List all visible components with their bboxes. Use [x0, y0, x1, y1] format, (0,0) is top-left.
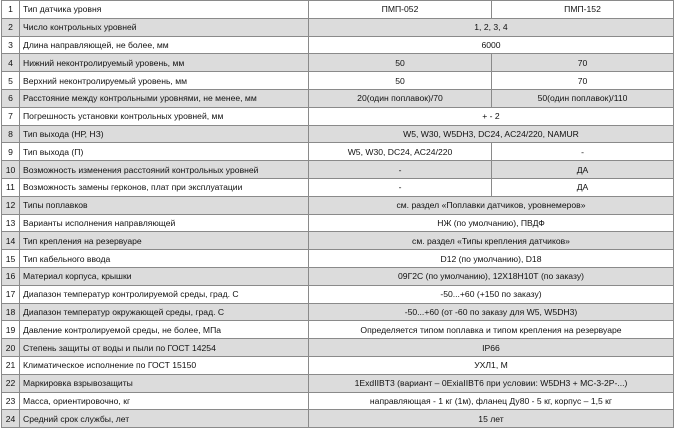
row-number: 1	[2, 1, 20, 19]
table-row	[2, 72, 674, 90]
row-number: 5	[2, 72, 20, 90]
value-pmp-052: 50	[309, 72, 492, 90]
value-pmp-052: 50	[309, 54, 492, 72]
row-number: 3	[2, 36, 20, 54]
parameter-value: 1, 2, 3, 4	[309, 18, 674, 36]
parameter-name: Тип кабельного ввода	[20, 250, 309, 268]
parameter-name: Число контрольных уровней	[20, 18, 309, 36]
table-row	[2, 196, 674, 214]
parameter-value: см. раздел «Поплавки датчиков, уровнемеров»	[309, 196, 674, 214]
value-pmp-052: W5, W30, DC24, AC24/220	[309, 143, 492, 161]
table-row	[2, 125, 674, 143]
row-number: 15	[2, 250, 20, 268]
table-row	[2, 410, 674, 428]
parameter-name: Тип выхода (П)	[20, 143, 309, 161]
value-pmp-152: 50(один поплавок)/110	[492, 89, 674, 107]
parameter-value: 6000	[309, 36, 674, 54]
parameter-name: Типы поплавков	[20, 196, 309, 214]
table-row	[2, 267, 674, 285]
value-pmp-152: ДА	[492, 178, 674, 196]
parameter-name: Тип выхода (НР, НЗ)	[20, 125, 309, 143]
parameter-name: Материал корпуса, крышки	[20, 267, 309, 285]
parameter-value: D12 (по умолчанию), D18	[309, 250, 674, 268]
value-pmp-152: -	[492, 143, 674, 161]
specifications-table-body	[2, 1, 674, 428]
table-row	[2, 321, 674, 339]
value-pmp-052: ПМП-052	[309, 1, 492, 19]
row-number: 20	[2, 339, 20, 357]
row-number: 16	[2, 267, 20, 285]
parameter-name: Степень защиты от воды и пыли по ГОСТ 14254	[20, 339, 309, 357]
parameter-value: IP66	[309, 339, 674, 357]
parameter-name: Средний срок службы, лет	[20, 410, 309, 428]
value-pmp-152: ПМП-152	[492, 1, 674, 19]
table-row	[2, 303, 674, 321]
parameter-value: 15 лет	[309, 410, 674, 428]
parameter-name: Давление контролируемой среды, не более, МПа	[20, 321, 309, 339]
table-row	[2, 356, 674, 374]
specifications-table	[1, 0, 674, 428]
parameter-value: НЖ (по умолчанию), ПВДФ	[309, 214, 674, 232]
row-number: 12	[2, 196, 20, 214]
parameter-name: Тип крепления на резервуаре	[20, 232, 309, 250]
parameter-value: см. раздел «Типы крепления датчиков»	[309, 232, 674, 250]
value-pmp-052: -	[309, 178, 492, 196]
row-number: 9	[2, 143, 20, 161]
parameter-value: 09Г2С (по умолчанию), 12Х18Н10Т (по заказу)	[309, 267, 674, 285]
row-number: 23	[2, 392, 20, 410]
table-row	[2, 178, 674, 196]
parameter-name: Верхний неконтролируемый уровень, мм	[20, 72, 309, 90]
table-row	[2, 339, 674, 357]
table-row	[2, 1, 674, 19]
table-row	[2, 36, 674, 54]
parameter-name: Возможность изменения расстояний контрольных уровней	[20, 161, 309, 179]
table-row	[2, 54, 674, 72]
parameter-value: УХЛ1, М	[309, 356, 674, 374]
row-number: 17	[2, 285, 20, 303]
value-pmp-152: 70	[492, 54, 674, 72]
row-number: 11	[2, 178, 20, 196]
table-row	[2, 285, 674, 303]
row-number: 21	[2, 356, 20, 374]
parameter-value: + - 2	[309, 107, 674, 125]
row-number: 2	[2, 18, 20, 36]
value-pmp-152: 70	[492, 72, 674, 90]
table-row	[2, 107, 674, 125]
table-row	[2, 374, 674, 392]
row-number: 10	[2, 161, 20, 179]
value-pmp-052: -	[309, 161, 492, 179]
row-number: 13	[2, 214, 20, 232]
value-pmp-152: ДА	[492, 161, 674, 179]
parameter-name: Варианты исполнения направляющей	[20, 214, 309, 232]
table-row	[2, 89, 674, 107]
parameter-value: 1ExdIIBT3 (вариант – 0ExiaIIBT6 при условии: W5DH3 + МС-3-2Р-...)	[309, 374, 674, 392]
parameter-name: Возможность замены герконов, плат при эксплуатации	[20, 178, 309, 196]
parameter-name: Масса, ориентировочно, кг	[20, 392, 309, 410]
parameter-name: Длина направляющей, не более, мм	[20, 36, 309, 54]
table-row	[2, 392, 674, 410]
parameter-name: Расстояние между контрольными уровнями, не менее, мм	[20, 89, 309, 107]
parameter-name: Диапазон температур контролируемой среды, град. С	[20, 285, 309, 303]
parameter-name: Нижний неконтролируемый уровень, мм	[20, 54, 309, 72]
parameter-value: W5, W30, W5DH3, DC24, AC24/220, NAMUR	[309, 125, 674, 143]
parameter-value: -50...+60 (+150 по заказу)	[309, 285, 674, 303]
parameter-name: Тип датчика уровня	[20, 1, 309, 19]
row-number: 14	[2, 232, 20, 250]
table-row	[2, 214, 674, 232]
row-number: 8	[2, 125, 20, 143]
row-number: 22	[2, 374, 20, 392]
table-row	[2, 18, 674, 36]
parameter-name: Погрешность установки контрольных уровней, мм	[20, 107, 309, 125]
row-number: 24	[2, 410, 20, 428]
parameter-value: направляющая - 1 кг (1м), фланец Ду80 - 5 кг, корпус – 1,5 кг	[309, 392, 674, 410]
table-row	[2, 250, 674, 268]
table-row	[2, 143, 674, 161]
row-number: 18	[2, 303, 20, 321]
value-pmp-052: 20(один поплавок)/70	[309, 89, 492, 107]
row-number: 4	[2, 54, 20, 72]
parameter-name: Климатическое исполнение по ГОСТ 15150	[20, 356, 309, 374]
row-number: 19	[2, 321, 20, 339]
parameter-value: Определяется типом поплавка и типом крепления на резервуаре	[309, 321, 674, 339]
row-number: 7	[2, 107, 20, 125]
row-number: 6	[2, 89, 20, 107]
parameter-name: Диапазон температур окружающей среды, град. С	[20, 303, 309, 321]
table-row	[2, 161, 674, 179]
parameter-value: -50...+60 (от -60 по заказу для W5, W5DH3)	[309, 303, 674, 321]
parameter-name: Маркировка взрывозащиты	[20, 374, 309, 392]
table-row	[2, 232, 674, 250]
